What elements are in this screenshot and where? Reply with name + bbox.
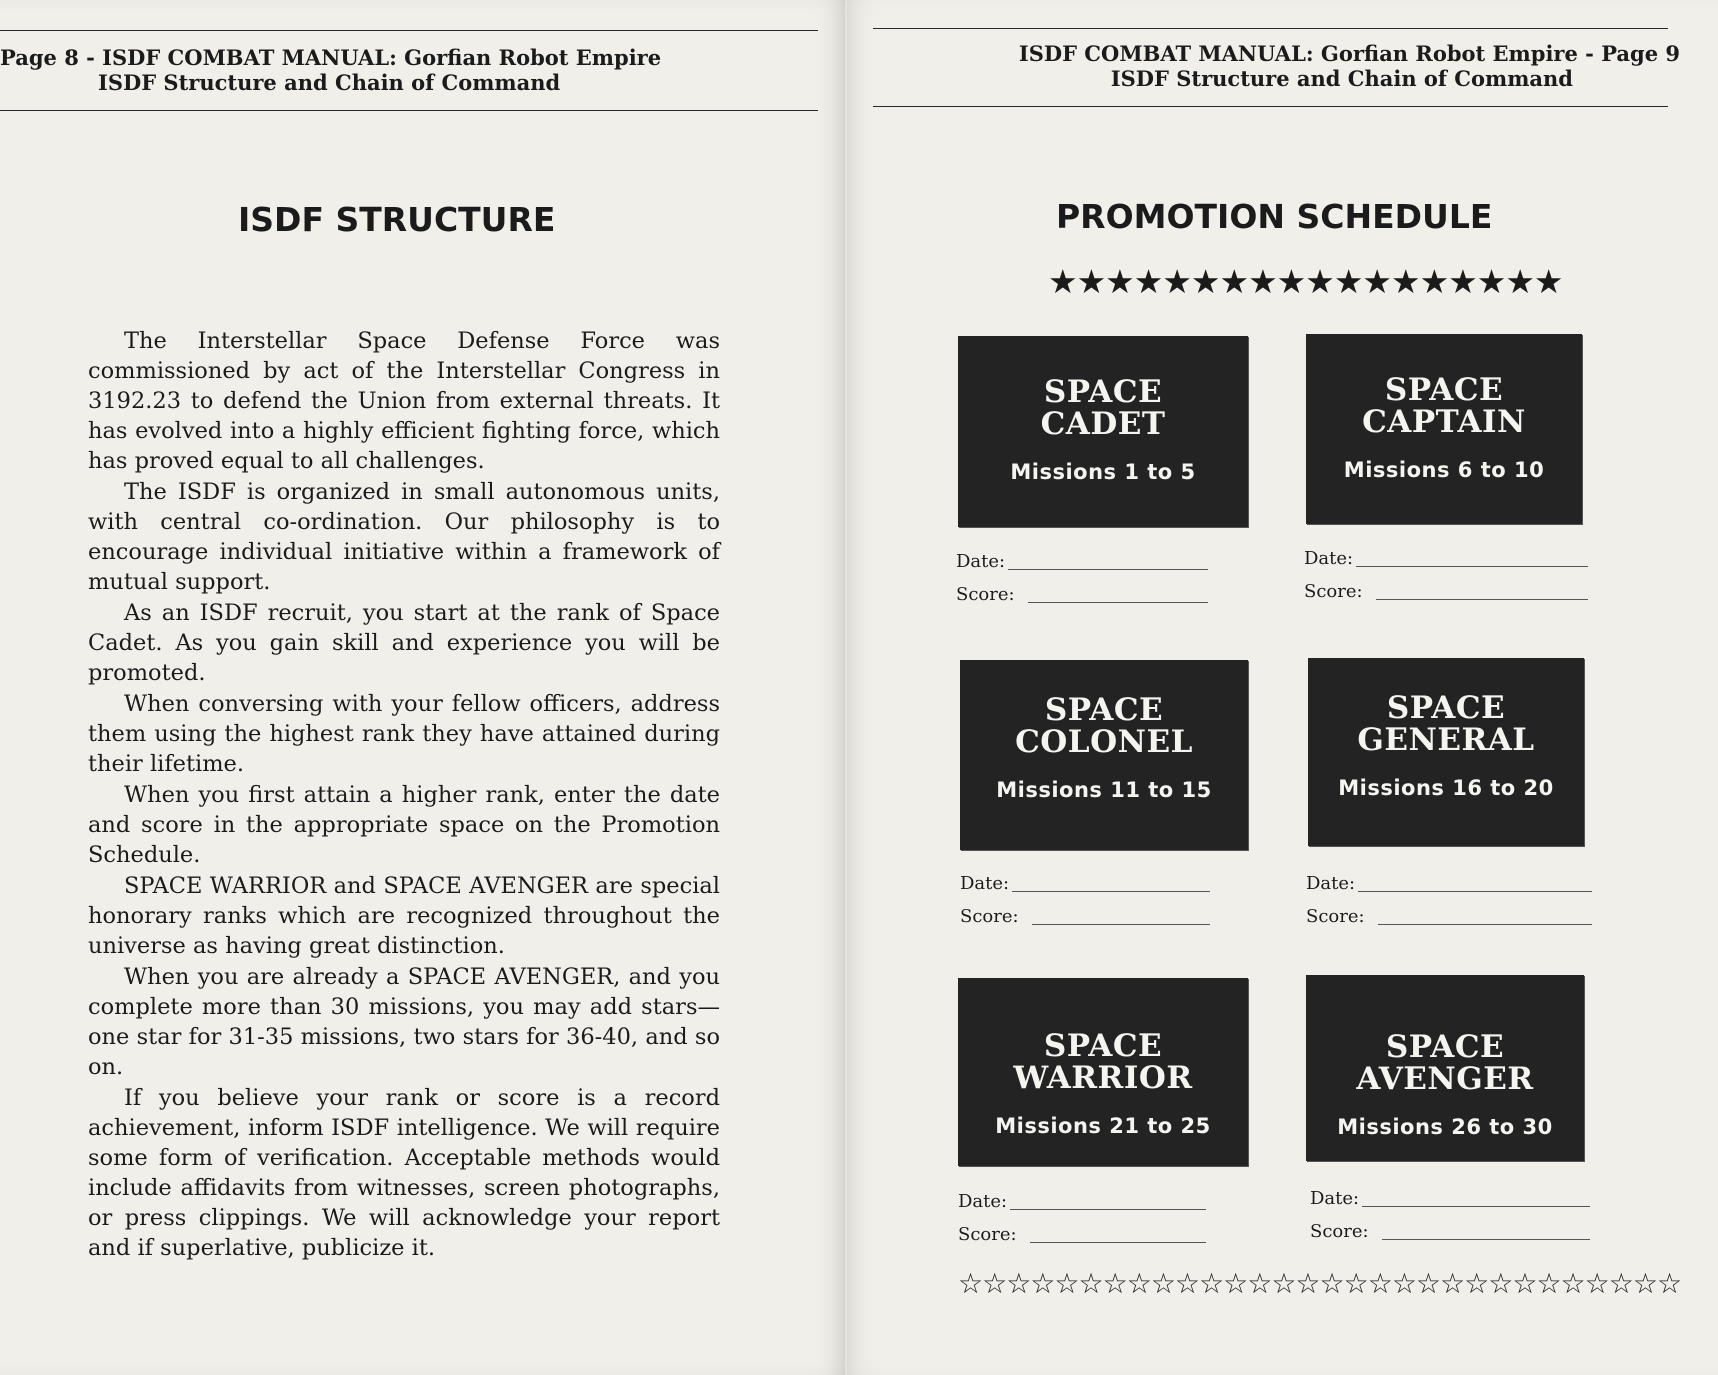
date-entry-line[interactable] [1010, 1209, 1206, 1210]
rank-missions: Missions 21 to 25 [995, 1114, 1211, 1138]
score-label: Score: [1306, 906, 1365, 927]
paragraph: When you first attain a higher rank, enter the date and score in the appropriate space on the Promotion Schedule. [88, 782, 720, 868]
date-label: Date: [958, 1191, 1008, 1212]
rank-title: WARRIOR [1013, 1060, 1193, 1096]
date-entry-line[interactable] [1358, 891, 1592, 892]
rank-missions: Missions 16 to 20 [1338, 776, 1554, 800]
paragraph: When conversing with your fellow officers, address them using the highest rank they have attained during their lifetime. [88, 691, 720, 777]
rank-title: SPACE [1043, 374, 1163, 410]
rank-box-space-cadet [958, 336, 1248, 527]
running-header: ISDF COMBAT MANUAL: Gorfian Robot Empire - Page 9 [1018, 41, 1680, 66]
rank-missions: Missions 26 to 30 [1337, 1115, 1553, 1139]
score-entry-line[interactable] [1030, 1242, 1206, 1243]
star-border-bottom: ☆☆☆☆☆☆☆☆☆☆☆☆☆☆☆☆☆☆☆☆☆☆☆☆☆☆☆☆☆☆ [958, 1267, 1682, 1300]
header-bottom-rule [0, 110, 818, 111]
date-entry-line[interactable] [1012, 891, 1210, 892]
date-entry-line[interactable] [1008, 569, 1208, 570]
date-entry-line[interactable] [1362, 1206, 1590, 1207]
paragraph: The Interstellar Space Defense Force was commissioned by act of the Interstellar Congress in 3192.23 to defend the Union from external threats. It has evolved into a highly efficient fighting force, which has proved equal to all challenges. [88, 328, 720, 474]
rank-box-space-captain [1306, 334, 1582, 524]
paragraph: SPACE WARRIOR and SPACE AVENGER are special honorary ranks which are recognized throughout the universe as having great distinction. [88, 873, 720, 959]
rank-title: COLONEL [1015, 724, 1193, 760]
score-entry-line[interactable] [1032, 924, 1210, 925]
score-label: Score: [956, 584, 1015, 605]
score-label: Score: [1304, 581, 1363, 602]
rank-missions: Missions 1 to 5 [1010, 460, 1196, 484]
score-label: Score: [958, 1224, 1017, 1245]
paragraph: The ISDF is organized in small autonomous units, with central co-ordination. Our philosophy is to encourage individual initiative within a framework of mutual support. [88, 479, 720, 595]
score-label: Score: [1310, 1221, 1369, 1242]
rank-title: GENERAL [1357, 722, 1535, 758]
rank-title: SPACE [1043, 1028, 1163, 1064]
date-label: Date: [1310, 1188, 1360, 1209]
running-subheader: ISDF Structure and Chain of Command [98, 70, 561, 95]
running-header: Page 8 - ISDF COMBAT MANUAL: Gorfian Robot Empire [0, 45, 662, 70]
paragraph: If you believe your rank or score is a record achievement, inform ISDF intelligence. We will require some form of verification. Acceptable methods would include affidavits from witnesses, screen photographs, or press clippings. We will acknowledge your report and if superlative, publicize it. [88, 1085, 720, 1261]
score-entry-line[interactable] [1376, 599, 1588, 600]
header-top-rule [873, 28, 1668, 29]
header-bottom-rule [873, 106, 1668, 107]
rank-box-space-warrior [958, 978, 1248, 1166]
rank-box-space-colonel [960, 660, 1248, 850]
rank-title: SPACE [1384, 372, 1504, 408]
rank-box-space-avenger [1306, 975, 1584, 1161]
date-label: Date: [956, 551, 1006, 572]
rank-title: SPACE [1044, 692, 1164, 728]
rank-title: CAPTAIN [1362, 404, 1526, 440]
paragraph: As an ISDF recruit, you start at the rank of Space Cadet. As you gain skill and experience you will be promoted. [88, 600, 720, 686]
date-entry-line[interactable] [1356, 566, 1588, 567]
score-label: Score: [960, 906, 1019, 927]
rank-title: CADET [1040, 406, 1166, 442]
score-entry-line[interactable] [1382, 1239, 1590, 1240]
rank-title: AVENGER [1356, 1061, 1534, 1097]
rank-title: SPACE [1385, 1029, 1505, 1065]
page-title: ISDF STRUCTURE [238, 200, 556, 239]
score-entry-line[interactable] [1028, 602, 1208, 603]
rank-missions: Missions 11 to 15 [996, 778, 1212, 802]
score-entry-line[interactable] [1378, 924, 1592, 925]
paragraph: When you are already a SPACE AVENGER, and you complete more than 30 missions, you may add stars—one star for 31-35 missions, two stars for 36-40, and so on. [88, 964, 720, 1080]
page-title: PROMOTION SCHEDULE [1056, 197, 1493, 236]
left-page [0, 0, 845, 1375]
date-label: Date: [1306, 873, 1356, 894]
header-top-rule [0, 30, 818, 31]
date-label: Date: [960, 873, 1010, 894]
rank-box-space-general [1308, 658, 1584, 846]
rank-missions: Missions 6 to 10 [1343, 458, 1545, 482]
date-label: Date: [1304, 548, 1354, 569]
rank-title: SPACE [1386, 690, 1506, 726]
body-text [88, 326, 720, 1264]
running-subheader: ISDF Structure and Chain of Command [1110, 66, 1573, 91]
star-border-top: ★★★★★★★★★★★★★★★★★★ [1048, 262, 1563, 301]
